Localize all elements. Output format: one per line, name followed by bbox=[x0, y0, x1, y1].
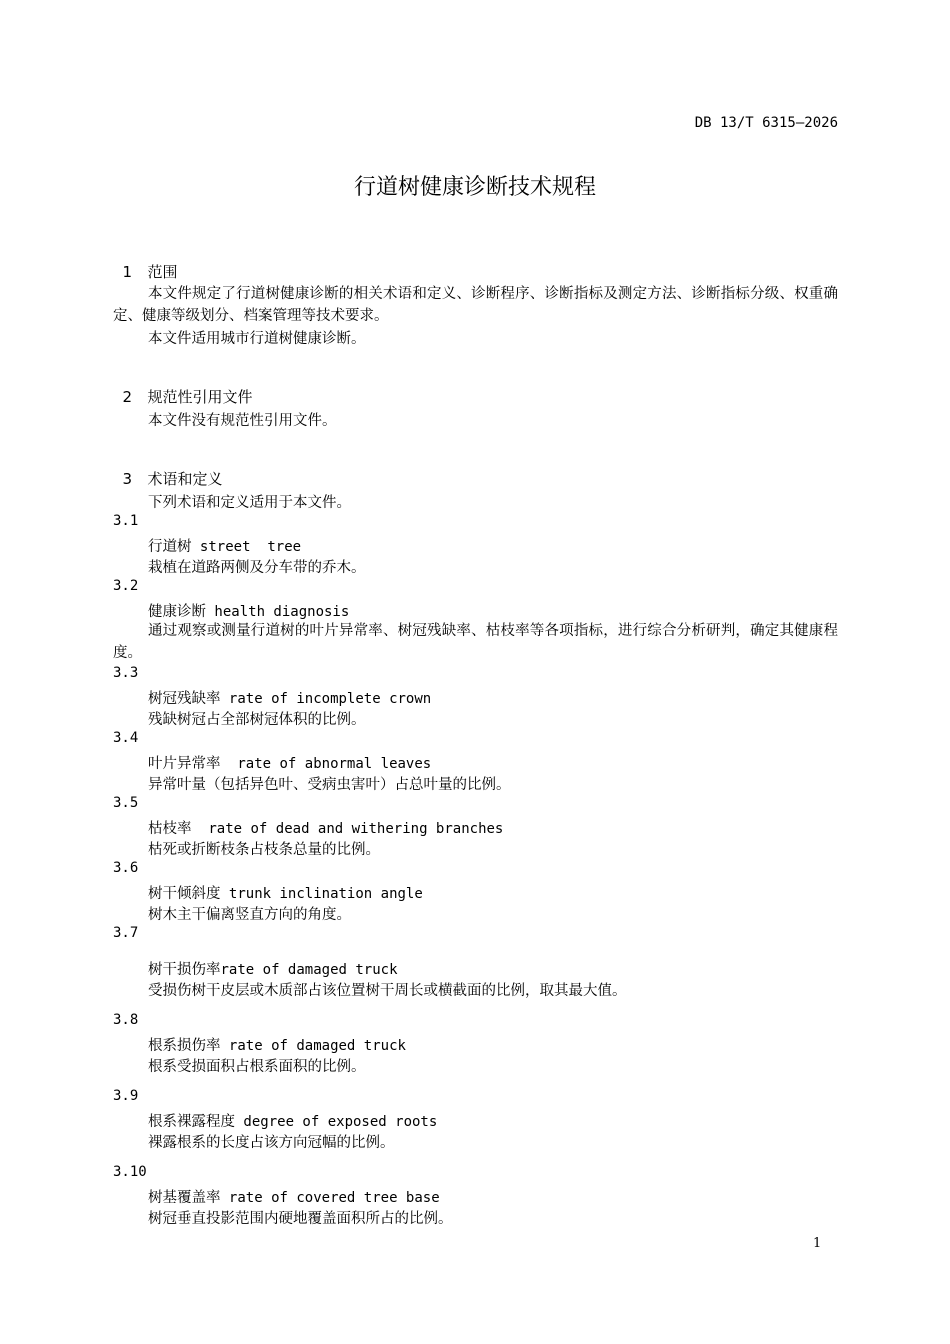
term-definition: 枯死或折断枝条占枝条总量的比例。 bbox=[148, 842, 380, 858]
term-name-zh: 行道树 bbox=[148, 539, 192, 555]
term-number: 3.3 bbox=[113, 665, 139, 681]
term-number: 3.1 bbox=[113, 513, 139, 529]
terms-intro: 下列术语和定义适用于本文件。 bbox=[148, 495, 351, 511]
references-paragraph: 本文件没有规范性引用文件。 bbox=[148, 413, 337, 429]
term-name bbox=[148, 1186, 440, 1207]
term-name-zh: 根系裸露程度 bbox=[148, 1114, 235, 1130]
term-name-en: rate of damaged truck bbox=[220, 962, 398, 978]
term-name-en: rate of dead and withering branches bbox=[191, 821, 504, 837]
term-name bbox=[148, 817, 503, 838]
term-definition: 树木主干偏离竖直方向的角度。 bbox=[148, 907, 351, 923]
section-heading-terms bbox=[113, 450, 223, 489]
term-name-en: degree of exposed roots bbox=[235, 1114, 438, 1130]
term-name bbox=[148, 752, 431, 773]
term-number: 3.5 bbox=[113, 795, 139, 811]
term-name-zh: 树冠残缺率 bbox=[148, 691, 221, 707]
term-number: 3.7 bbox=[113, 925, 139, 941]
term-name bbox=[148, 535, 301, 556]
term-name-en: rate of covered tree base bbox=[220, 1190, 440, 1206]
term-name-zh: 枯枝率 bbox=[148, 821, 192, 837]
term-name bbox=[148, 600, 349, 621]
term-name bbox=[148, 958, 398, 979]
term-name bbox=[148, 1110, 437, 1131]
section-heading-scope bbox=[113, 243, 178, 282]
term-definition: 受损伤树干皮层或木质部占该位置树干周长或横截面的比例，取其最大值。 bbox=[148, 983, 627, 999]
section-heading-references bbox=[113, 368, 253, 407]
term-name-zh: 健康诊断 bbox=[148, 604, 206, 620]
term-number: 3.9 bbox=[113, 1088, 139, 1104]
term-name-zh: 叶片异常率 bbox=[148, 756, 221, 772]
term-number: 3.2 bbox=[113, 578, 139, 594]
term-name-zh: 根系损伤率 bbox=[148, 1038, 221, 1054]
term-name-en: health diagnosis bbox=[206, 604, 350, 620]
document-title: 行道树健康诊断技术规程 bbox=[353, 175, 596, 200]
term-name bbox=[148, 882, 423, 903]
term-name-en: rate of incomplete crown bbox=[220, 691, 432, 707]
term-name-en: street tree bbox=[191, 539, 302, 555]
term-definition: 异常叶量（包括异色叶、受病虫害叶）占总叶量的比例。 bbox=[148, 777, 511, 793]
term-definition: 栽植在道路两侧及分车带的乔木。 bbox=[148, 560, 366, 576]
term-name-en: rate of abnormal leaves bbox=[220, 756, 432, 772]
term-name-zh: 树干损伤率 bbox=[148, 962, 221, 978]
term-name-zh: 树干倾斜度 bbox=[148, 886, 221, 902]
section-title: 范围 bbox=[147, 263, 178, 281]
term-name-zh: 树基覆盖率 bbox=[148, 1190, 221, 1206]
term-definition: 根系受损面积占根系面积的比例。 bbox=[148, 1059, 366, 1075]
section-number: 2 bbox=[122, 388, 133, 406]
scope-paragraph-1: 本文件规定了行道树健康诊断的相关术语和定义、诊断程序、诊断指标及测定方法、诊断指标分级、权重确定、健康等级划分、档案管理等技术要求。 bbox=[113, 286, 838, 324]
term-definition: 裸露根系的长度占该方向冠幅的比例。 bbox=[148, 1135, 395, 1151]
term-definition: 树冠垂直投影范围内硬地覆盖面积所占的比例。 bbox=[148, 1211, 453, 1227]
term-name bbox=[148, 1034, 406, 1055]
term-number: 3.4 bbox=[113, 730, 139, 746]
term-definition: 通过观察或测量行道树的叶片异常率、树冠残缺率、枯枝率等各项指标，进行综合分析研判，确定其健康程度。 bbox=[113, 623, 838, 661]
scope-paragraph-2: 本文件适用城市行道树健康诊断。 bbox=[148, 331, 366, 347]
term-name bbox=[148, 687, 431, 708]
term-number: 3.8 bbox=[113, 1012, 139, 1028]
term-number: 3.10 bbox=[113, 1164, 147, 1180]
page-number: 1 bbox=[813, 1236, 822, 1251]
section-title: 术语和定义 bbox=[147, 470, 223, 488]
term-number: 3.6 bbox=[113, 860, 139, 876]
term-definition: 残缺树冠占全部树冠体积的比例。 bbox=[148, 712, 366, 728]
term-name-en: trunk inclination angle bbox=[220, 886, 423, 902]
section-number: 1 bbox=[122, 263, 133, 281]
section-number: 3 bbox=[122, 470, 133, 488]
section-title: 规范性引用文件 bbox=[147, 388, 253, 406]
document-code: DB 13/T 6315—2026 bbox=[694, 115, 838, 131]
term-name-en: rate of damaged truck bbox=[220, 1038, 406, 1054]
